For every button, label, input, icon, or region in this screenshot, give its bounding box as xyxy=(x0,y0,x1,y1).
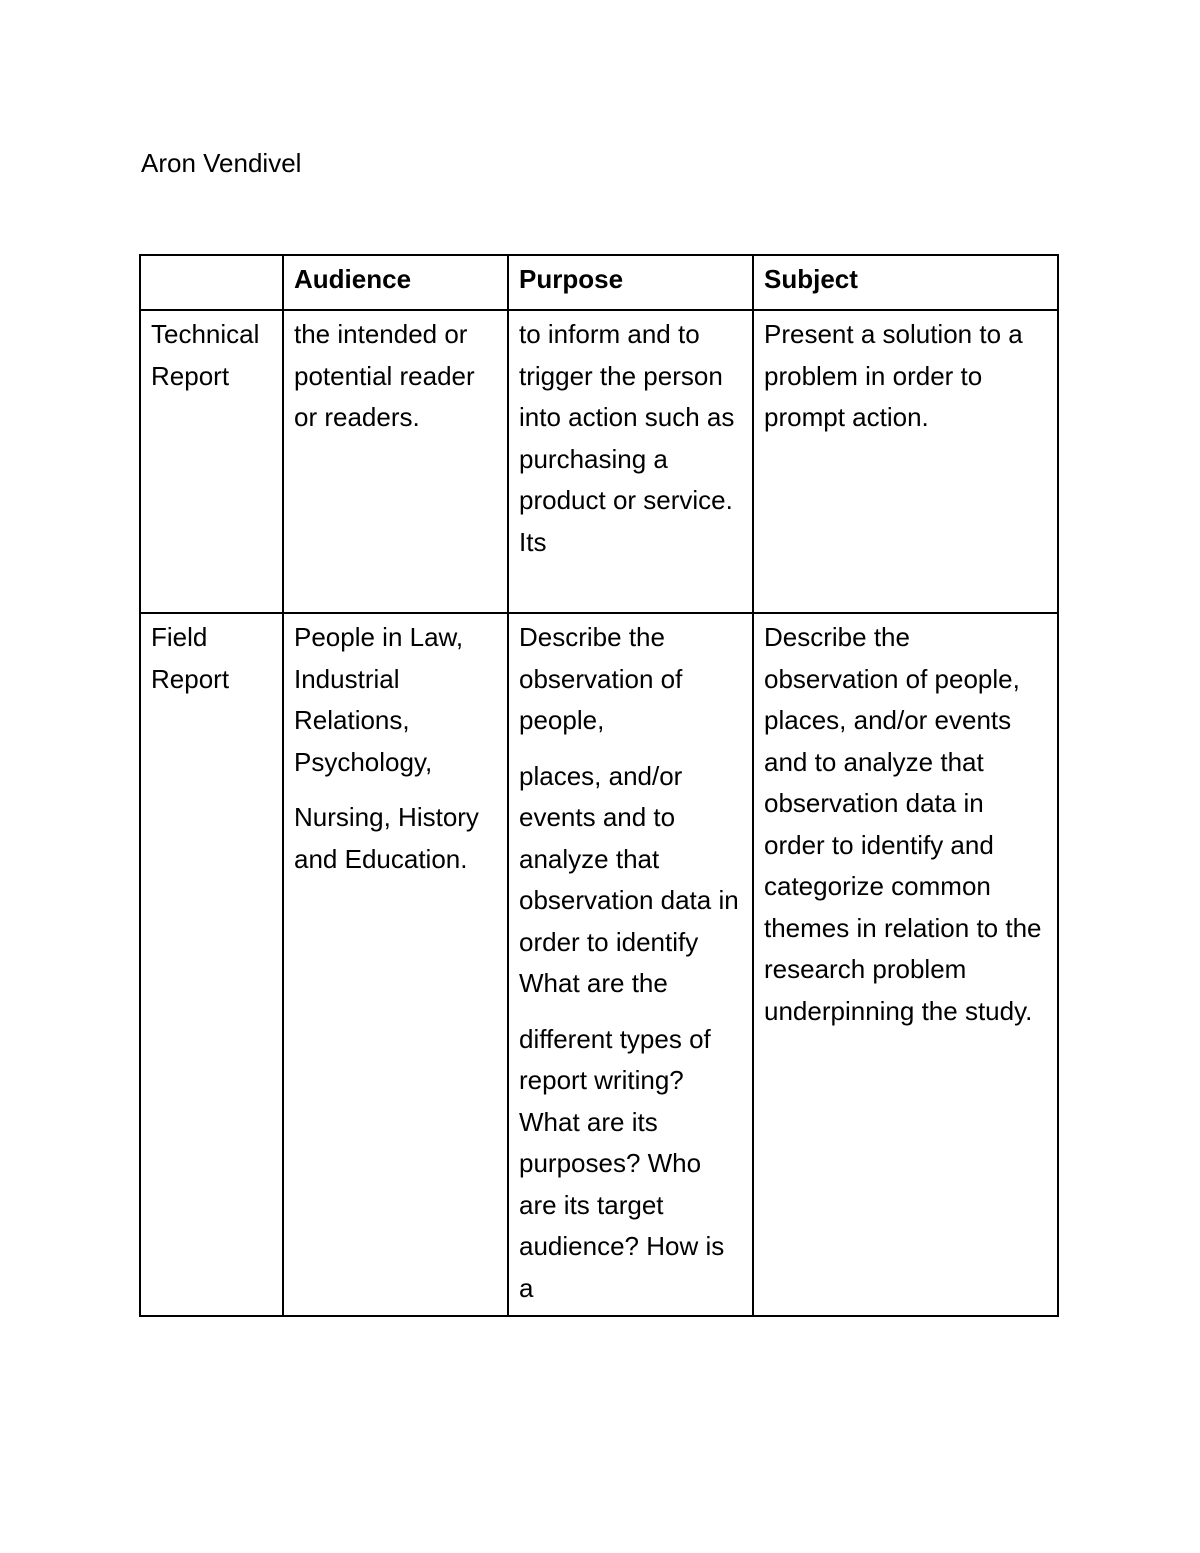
subject-text: Present a solution to a problem in order to prompt action. xyxy=(764,319,1023,432)
audience-text: the intended or potential reader or readers. xyxy=(294,319,475,432)
purpose-text: Describe the observation of people, xyxy=(519,622,683,735)
author-name: Aron Vendivel xyxy=(141,148,302,178)
header-cell-purpose: Purpose xyxy=(508,255,753,310)
header-cell-subject: Subject xyxy=(753,255,1058,310)
report-type-cell: Technical Report xyxy=(140,310,283,613)
subject-cell xyxy=(753,310,1058,613)
subject-cell xyxy=(753,613,1058,1316)
header-cell-audience: Audience xyxy=(283,255,508,310)
audience-cell xyxy=(283,310,508,613)
table-header-row xyxy=(140,255,1058,310)
table-row-field-report xyxy=(140,613,1058,1316)
header-cell-empty xyxy=(140,255,283,310)
purpose-text: to inform and to trigger the person into action such as purchasing a product or service. Its xyxy=(519,319,735,557)
audience-text: People in Law, Industrial Relations, Psychology, xyxy=(294,622,464,777)
subject-text: Describe the observation of people, places, and/or events and to analyze that observation data in order to identify and categorize common themes in relation to the research problem underpinning the study. xyxy=(764,622,1042,1026)
table-row-technical-report xyxy=(140,310,1058,613)
audience-text: Nursing, History and Education. xyxy=(294,802,479,874)
report-types-table xyxy=(139,254,1059,1317)
report-type-cell: Field Report xyxy=(140,613,283,1316)
audience-cell xyxy=(283,613,508,1316)
purpose-text: places, and/or events and to analyze that observation data in order to identify What are the xyxy=(519,760,739,998)
purpose-cell xyxy=(508,613,753,1316)
purpose-text: different types of report writing? What are its purposes? Who are its target audience? How is a xyxy=(519,1023,725,1303)
purpose-cell xyxy=(508,310,753,613)
